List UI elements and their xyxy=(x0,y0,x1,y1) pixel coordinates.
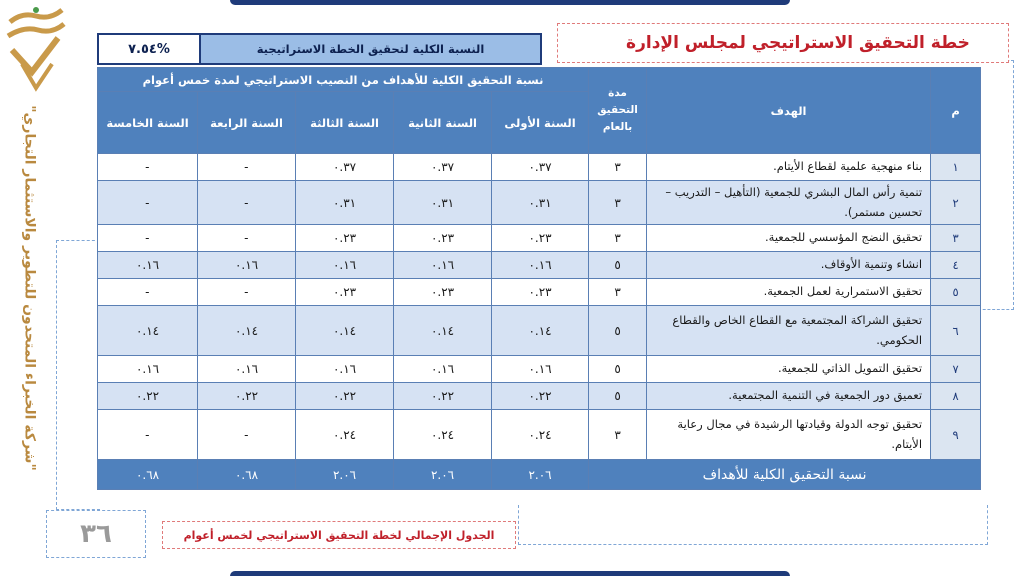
row-year-1: ٠.١٤ xyxy=(492,306,589,356)
row-year-1: ٠.٣٧ xyxy=(492,154,589,181)
row-year-3: ٠.١٦ xyxy=(296,252,394,279)
row-year-4: ٠.١٤ xyxy=(198,306,296,356)
table-caption: الجدول الإجمالي لخطة التحقيق الاستراتيجي لخمس أعوام xyxy=(183,528,495,542)
row-year-3: ٠.٢٣ xyxy=(296,279,394,306)
row-goal: تحقيق الشراكة المجتمعية مع القطاع الخاص والقطاع الحكومي. xyxy=(647,306,931,356)
table-row xyxy=(98,252,981,279)
totals-y5: ٠.٦٨ xyxy=(98,460,198,490)
row-goal: تحقيق الاستمرارية لعمل الجمعية. xyxy=(647,279,931,306)
header-year-2: السنة الثانية xyxy=(394,92,492,154)
totals-y1: ٢.٠٦ xyxy=(492,460,589,490)
row-year-4: - xyxy=(198,225,296,252)
row-year-1: ٠.٢٣ xyxy=(492,279,589,306)
row-year-2: ٠.١٦ xyxy=(394,356,492,383)
row-year-5: ٠.١٦ xyxy=(98,252,198,279)
row-num: ٥ xyxy=(931,279,981,306)
table-row xyxy=(98,410,981,460)
row-year-1: ٠.٢٣ xyxy=(492,225,589,252)
header-year-3: السنة الثالثة xyxy=(296,92,394,154)
header-year-4: السنة الرابعة xyxy=(198,92,296,154)
table-row xyxy=(98,279,981,306)
caption-box xyxy=(162,521,516,549)
row-duration: ٣ xyxy=(589,154,647,181)
row-goal: تحقيق توجه الدولة وقيادتها الرشيدة في مجال رعاية الأيتام. xyxy=(647,410,931,460)
summary-value: %٧.٥٤ xyxy=(99,35,199,63)
row-year-1: ٠.٢٤ xyxy=(492,410,589,460)
page-title: خطة التحقيق الاستراتيجي لمجلس الإدارة xyxy=(626,33,970,53)
page-number-box xyxy=(46,510,146,558)
row-year-3: ٠.٢٤ xyxy=(296,410,394,460)
row-year-4: - xyxy=(198,181,296,225)
row-goal: تنمية رأس المال البشري للجمعية (التأهيل – التدريب – تحسين مستمر). xyxy=(647,181,931,225)
summary-label: النسبة الكلية لتحقيق الخطة الاستراتيجية xyxy=(199,35,540,63)
table-row xyxy=(98,225,981,252)
row-year-5: - xyxy=(98,225,198,252)
row-year-5: - xyxy=(98,279,198,306)
row-year-2: ٠.٢٢ xyxy=(394,383,492,410)
row-duration: ٣ xyxy=(589,279,647,306)
row-year-5: - xyxy=(98,154,198,181)
goals-table xyxy=(97,67,981,490)
row-num: ٦ xyxy=(931,306,981,356)
row-num: ١ xyxy=(931,154,981,181)
frame-left xyxy=(56,240,100,510)
frame-bottom xyxy=(518,505,988,545)
row-year-3: ٠.١٤ xyxy=(296,306,394,356)
row-year-1: ٠.١٦ xyxy=(492,252,589,279)
row-num: ٧ xyxy=(931,356,981,383)
row-year-3: ٠.٣٧ xyxy=(296,154,394,181)
bottom-rule xyxy=(230,571,790,576)
totals-y2: ٢.٠٦ xyxy=(394,460,492,490)
row-year-2: ٠.٣١ xyxy=(394,181,492,225)
row-duration: ٣ xyxy=(589,225,647,252)
row-year-3: ٠.١٦ xyxy=(296,356,394,383)
row-duration: ٣ xyxy=(589,181,647,225)
header-duration: مدة التحقيق بالعام xyxy=(589,68,647,154)
header-year-5: السنة الخامسة xyxy=(98,92,198,154)
header-num: م xyxy=(931,68,981,154)
row-year-4: - xyxy=(198,410,296,460)
header-year-1: السنة الأولى xyxy=(492,92,589,154)
row-year-3: ٠.٢٣ xyxy=(296,225,394,252)
row-num: ٢ xyxy=(931,181,981,225)
table-row xyxy=(98,181,981,225)
row-year-1: ٠.١٦ xyxy=(492,356,589,383)
row-year-2: ٠.٢٤ xyxy=(394,410,492,460)
row-num: ٩ xyxy=(931,410,981,460)
table-row xyxy=(98,306,981,356)
row-year-4: - xyxy=(198,279,296,306)
top-rule xyxy=(230,0,790,5)
row-year-3: ٠.٢٢ xyxy=(296,383,394,410)
row-goal: تحقيق النضج المؤسسي للجمعية. xyxy=(647,225,931,252)
title-box xyxy=(557,23,1009,63)
row-duration: ٥ xyxy=(589,383,647,410)
summary-box xyxy=(97,33,542,65)
row-duration: ٥ xyxy=(589,306,647,356)
table-row xyxy=(98,383,981,410)
row-year-4: ٠.١٦ xyxy=(198,356,296,383)
row-duration: ٥ xyxy=(589,356,647,383)
row-year-5: ٠.١٤ xyxy=(98,306,198,356)
row-year-4: - xyxy=(198,154,296,181)
row-num: ٤ xyxy=(931,252,981,279)
row-year-5: ٠.٢٢ xyxy=(98,383,198,410)
row-year-4: ٠.١٦ xyxy=(198,252,296,279)
company-name-vertical: "شركة الخبراء المتحدون للتطوير والاستثمار التجاري" xyxy=(22,104,39,471)
row-goal: تحقيق التمويل الذاتي للجمعية. xyxy=(647,356,931,383)
row-year-1: ٠.٢٢ xyxy=(492,383,589,410)
row-goal: انشاء وتنمية الأوقاف. xyxy=(647,252,931,279)
row-year-5: ٠.١٦ xyxy=(98,356,198,383)
totals-y4: ٠.٦٨ xyxy=(198,460,296,490)
row-year-2: ٠.١٤ xyxy=(394,306,492,356)
row-goal: بناء منهجية علمية لقطاع الأيتام. xyxy=(647,154,931,181)
row-year-2: ٠.٢٣ xyxy=(394,279,492,306)
row-year-4: ٠.٢٢ xyxy=(198,383,296,410)
table-row xyxy=(98,356,981,383)
row-num: ٣ xyxy=(931,225,981,252)
frame-right xyxy=(978,60,1014,310)
table-row xyxy=(98,154,981,181)
totals-y3: ٢.٠٦ xyxy=(296,460,394,490)
totals-label: نسبة التحقيق الكلية للأهداف xyxy=(589,460,981,490)
row-duration: ٣ xyxy=(589,410,647,460)
row-year-1: ٠.٣١ xyxy=(492,181,589,225)
row-year-2: ٠.١٦ xyxy=(394,252,492,279)
header-goal: الهدف xyxy=(647,68,931,154)
company-logo-icon xyxy=(2,2,68,94)
row-duration: ٥ xyxy=(589,252,647,279)
row-year-5: - xyxy=(98,410,198,460)
page-number: ٣٦ xyxy=(80,519,112,549)
row-year-2: ٠.٣٧ xyxy=(394,154,492,181)
row-goal: تعميق دور الجمعية في التنمية المجتمعية. xyxy=(647,383,931,410)
row-year-3: ٠.٣١ xyxy=(296,181,394,225)
header-group: نسبة التحقيق الكلية للأهداف من النصيب الاستراتيجي لمدة خمس أعوام xyxy=(98,68,589,92)
row-year-2: ٠.٢٣ xyxy=(394,225,492,252)
row-year-5: - xyxy=(98,181,198,225)
row-num: ٨ xyxy=(931,383,981,410)
